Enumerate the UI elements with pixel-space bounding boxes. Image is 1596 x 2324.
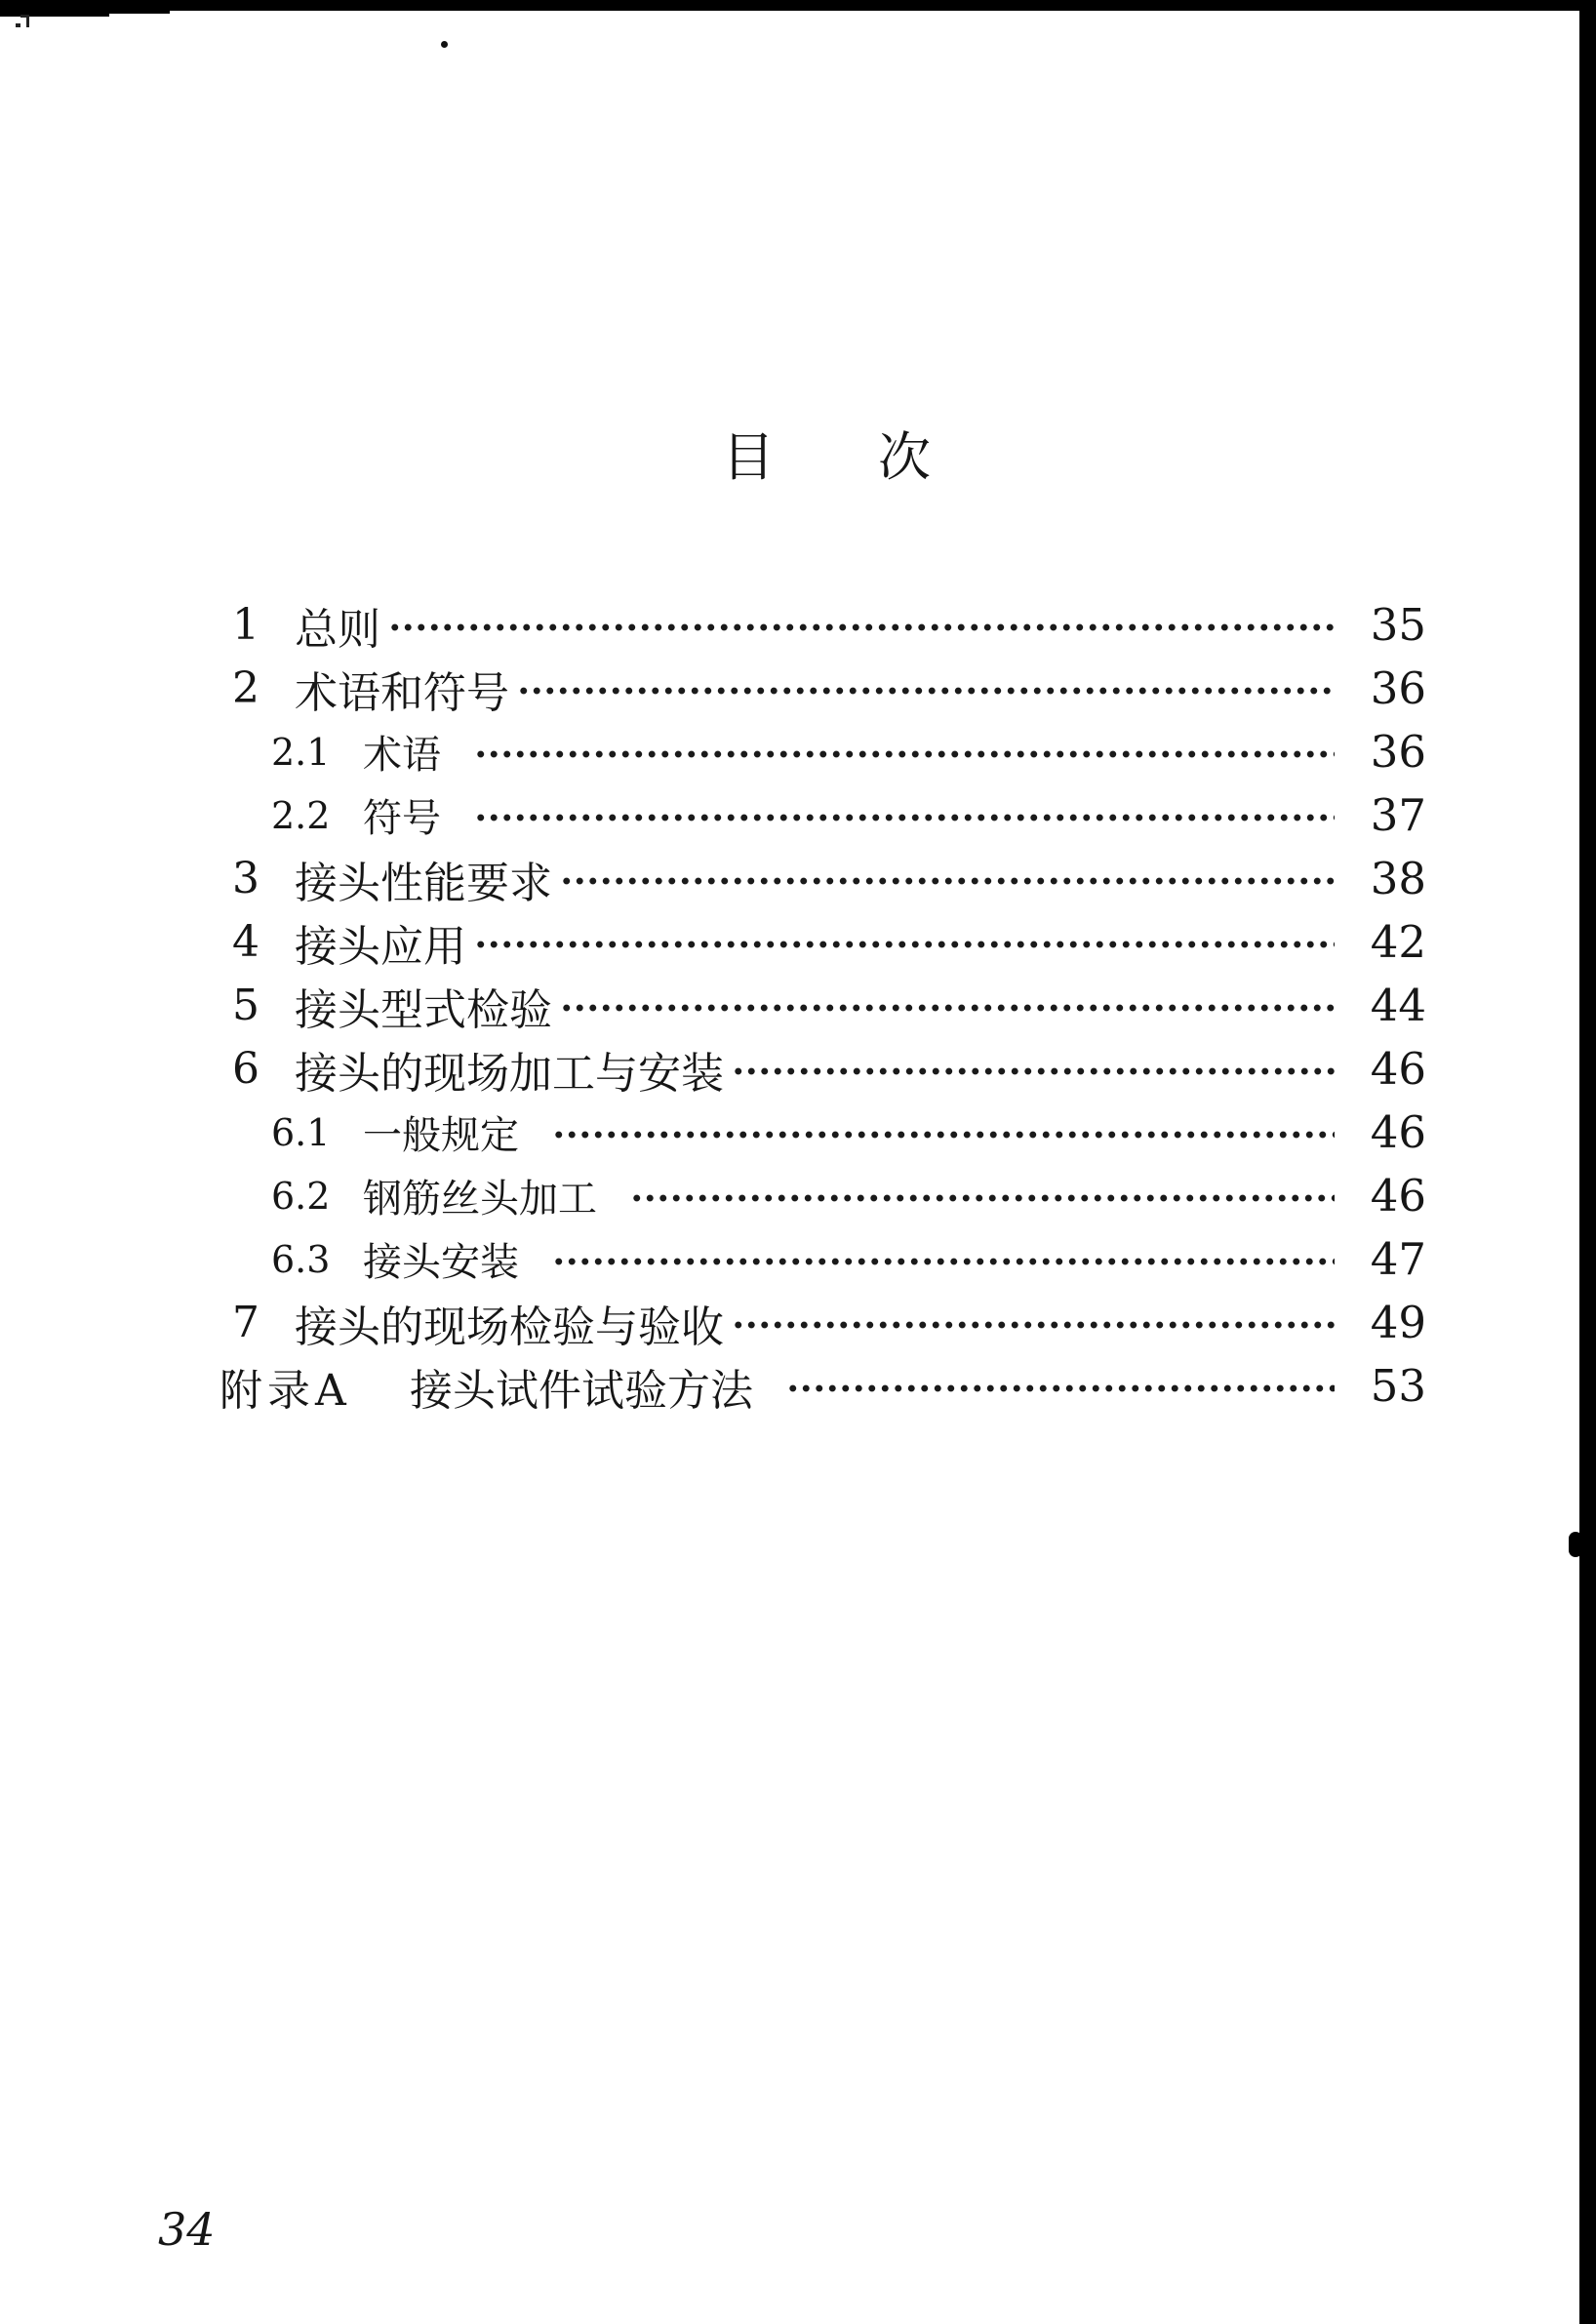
- toc-entry-title: 接头的现场加工与安装: [295, 1048, 724, 1099]
- toc-row: [217, 1164, 1426, 1227]
- toc-entry-page-number: 36: [1370, 726, 1426, 778]
- toc-entry-title: 接头安装: [363, 1240, 519, 1285]
- toc-entry-number: 1: [232, 600, 259, 650]
- toc-row: [217, 1354, 1426, 1418]
- toc-entry-page-number: 46: [1370, 1106, 1426, 1158]
- dot-leader: [732, 1066, 1335, 1076]
- dot-leader: [552, 1130, 1335, 1140]
- dot-leader: [732, 1320, 1335, 1330]
- toc-entry-title: 接头应用: [295, 921, 466, 972]
- toc-entry-page-number: 42: [1370, 916, 1426, 968]
- toc-row: [217, 910, 1426, 974]
- toc-entry-title: 接头的现场检验与验收: [295, 1302, 724, 1352]
- scan-mark: [16, 23, 20, 27]
- scan-edge-top-left: [0, 0, 109, 17]
- toc-row: [217, 1037, 1426, 1101]
- toc-list: [217, 593, 1426, 1418]
- dot-leader: [474, 749, 1335, 759]
- scan-speck: [441, 41, 448, 48]
- toc-entry-title: 接头型式检验: [295, 984, 552, 1035]
- dot-leader: [474, 940, 1335, 949]
- toc-entry-page-number: 44: [1370, 980, 1426, 1031]
- toc-entry-number: 6.3: [271, 1237, 331, 1281]
- page-title: [722, 427, 931, 488]
- toc-entry-number: 3: [232, 854, 259, 903]
- scan-edge-top: [0, 0, 1596, 11]
- toc-entry-number: 2.1: [271, 730, 331, 774]
- toc-entry-number: 2: [232, 663, 259, 713]
- toc-entry-page-number: 37: [1370, 789, 1426, 841]
- dot-leader: [630, 1193, 1335, 1203]
- toc-entry-title: 一般规定: [363, 1113, 519, 1158]
- scan-mark: [20, 15, 27, 18]
- toc-entry-number: 6: [232, 1044, 259, 1094]
- toc-entry-page-number: 36: [1370, 662, 1426, 714]
- dot-leader: [552, 1257, 1335, 1266]
- toc-entry-number: 6.2: [271, 1174, 331, 1218]
- toc-entry-page-number: 38: [1370, 853, 1426, 904]
- scan-edge-right: [1579, 6, 1596, 2324]
- toc-entry-title: 术语: [363, 733, 441, 778]
- toc-entry-number: 4: [232, 917, 259, 967]
- toc-entry-title: 接头性能要求: [295, 858, 552, 908]
- toc-entry-number: 6.1: [271, 1110, 331, 1154]
- toc-entry-title: 术语和符号: [295, 667, 509, 718]
- scan-edge-right-bump: [1569, 1532, 1582, 1557]
- toc-row: [217, 720, 1426, 783]
- toc-entry-number: 5: [232, 981, 259, 1030]
- page-title-char-right: 次: [878, 426, 931, 488]
- dot-leader: [560, 1003, 1335, 1013]
- scan-edge-top-left2: [109, 0, 170, 14]
- toc-entry-page-number: 47: [1370, 1233, 1426, 1285]
- toc-entry-number: 7: [232, 1298, 259, 1347]
- folio-page-number: 34: [158, 2203, 216, 2256]
- toc-entry-page-number: 35: [1370, 599, 1426, 651]
- toc-row: [217, 783, 1426, 847]
- toc-row: [217, 1291, 1426, 1354]
- toc-entry-page-number: 49: [1370, 1297, 1426, 1348]
- toc-entry-page-number: 46: [1370, 1170, 1426, 1222]
- toc-row: [217, 1101, 1426, 1164]
- dot-leader: [560, 876, 1335, 886]
- toc-entry-page-number: 46: [1370, 1043, 1426, 1095]
- toc-entry-title: 符号: [363, 796, 441, 841]
- toc-row: [217, 593, 1426, 657]
- dot-leader: [388, 622, 1335, 632]
- toc-entry-number: 附录A: [219, 1365, 351, 1416]
- toc-row: [217, 657, 1426, 720]
- toc-entry-title: 接头试件试验方法: [410, 1365, 753, 1416]
- toc-row: [217, 974, 1426, 1037]
- page-title-char-left: 目: [722, 426, 775, 488]
- dot-leader: [786, 1383, 1335, 1393]
- toc-entry-title: 钢筋丝头加工: [363, 1177, 597, 1222]
- toc-entry-number: 2.2: [271, 793, 331, 837]
- toc-entry-title: 总则: [295, 604, 380, 655]
- toc-entry-page-number: 53: [1370, 1360, 1426, 1412]
- toc-row: [217, 1227, 1426, 1291]
- toc-row: [217, 847, 1426, 910]
- dot-leader: [517, 686, 1335, 696]
- dot-leader: [474, 813, 1335, 822]
